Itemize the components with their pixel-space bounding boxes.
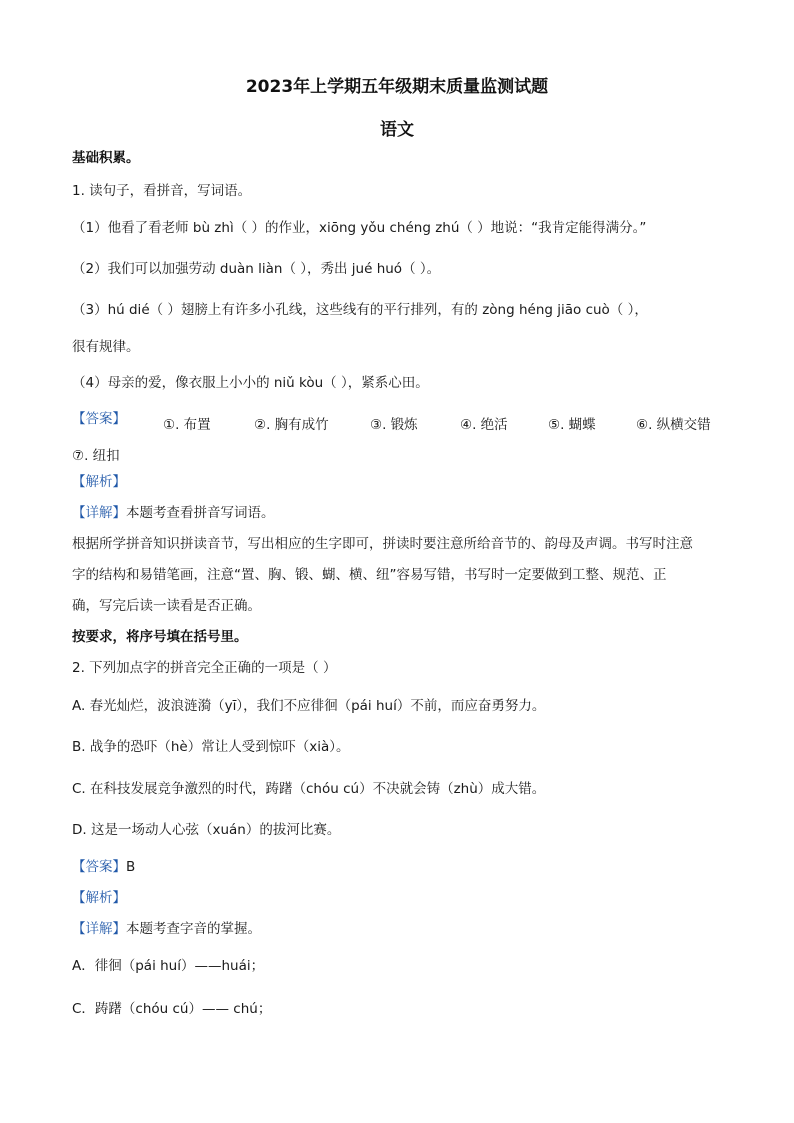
q1-answer-2: ②. 胸有成竹 [254,417,329,433]
exam-title: 2023年上学期五年级期末质量监测试题 [245,77,549,97]
q2-detail-tag: 【详解】 [72,921,126,937]
q1-sentence-2: （2）我们可以加强劳动 duàn liàn（ ），秀出 jué huó（ ）。 [72,261,441,277]
q1-detail [72,507,275,521]
q1-paragraph-3: 确，写完后读一读看是否正确。 [72,598,261,614]
q2-answer [72,861,135,875]
q1-detail-text: 本题考查看拼音写词语。 [126,505,275,521]
q1-detail-tag: 【详解】 [72,505,126,521]
q2-option-a: A. 春光灿烂，波浪涟漪（yī），我们不应徘徊（pái huí）不前，而应奋勇努力。 [72,698,546,714]
q1-answer-1: ①. 布置 [163,417,211,433]
q1-sentence-3: （3）hú dié（ ）翅膀上有许多小孔线，这些线有的平行排列，有的 zòng héng jiāo cuò（ ）， [72,302,648,318]
q2-explanation-a: A．徘徊（pái huí）——huái； [72,958,265,974]
section-heading-basics: 基础积累。 [72,150,140,166]
q2-answer-tag: 【答案】 [72,859,126,875]
q1-sentence-3-cont: 很有规律。 [72,339,140,355]
q2-detail [72,923,261,937]
q1-answer-tag: 【答案】 [72,411,126,427]
q1-stem: 1. 读句子，看拼音，写词语。 [72,183,252,199]
q1-answer-4: ④. 绝活 [460,417,508,433]
q2-option-d: D. 这是一场动人心弦（xuán）的拔河比赛。 [72,822,341,838]
q2-detail-text: 本题考查字音的掌握。 [126,921,261,937]
q1-paragraph-1: 根据所学拼音知识拼读音节，写出相应的生字即可，拼读时要注意所给音节的、韵母及声调。书写时注意 [72,536,693,552]
q1-sentence-4: （4）母亲的爱，像衣服上小小的 niǔ kòu（ ），紧系心田。 [72,375,429,391]
q2-option-b: B. 战争的恐吓（hè）常让人受到惊吓（xià）。 [72,739,350,755]
q1-paragraph-2: 字的结构和易错笔画，注意“置、胸、锻、蝴、横、纽”容易写错，书写时一定要做到工整、规范、正 [72,567,667,583]
subject-title: 语文 [380,120,414,140]
q1-sentence-1: （1）他看了看老师 bù zhì（ ）的作业，xiōng yǒu chéng zhú（ ）地说：“我肯定能得满分。” [72,220,647,236]
q1-answer-7: ⑦. 纽扣 [72,448,120,464]
q2-explanation-c: C．踌躇（chóu cú）—— chú； [72,1001,272,1017]
q2-stem: 2. 下列加点字的拼音完全正确的一项是（ ） [72,660,337,676]
q2-analysis-tag: 【解析】 [72,890,126,906]
q2-option-c: C. 在科技发展竞争激烈的时代，踌躇（chóu cú）不决就会铸（zhù）成大错。 [72,781,546,797]
q2-answer-value: B [126,859,136,875]
q1-analysis-tag: 【解析】 [72,474,126,490]
q1-answer-5: ⑤. 蝴蝶 [548,417,596,433]
section-heading-fill: 按要求，将序号填在括号里。 [72,629,248,645]
q1-answer-6: ⑥. 纵横交错 [636,417,711,433]
q1-answer-3: ③. 锻炼 [370,417,418,433]
